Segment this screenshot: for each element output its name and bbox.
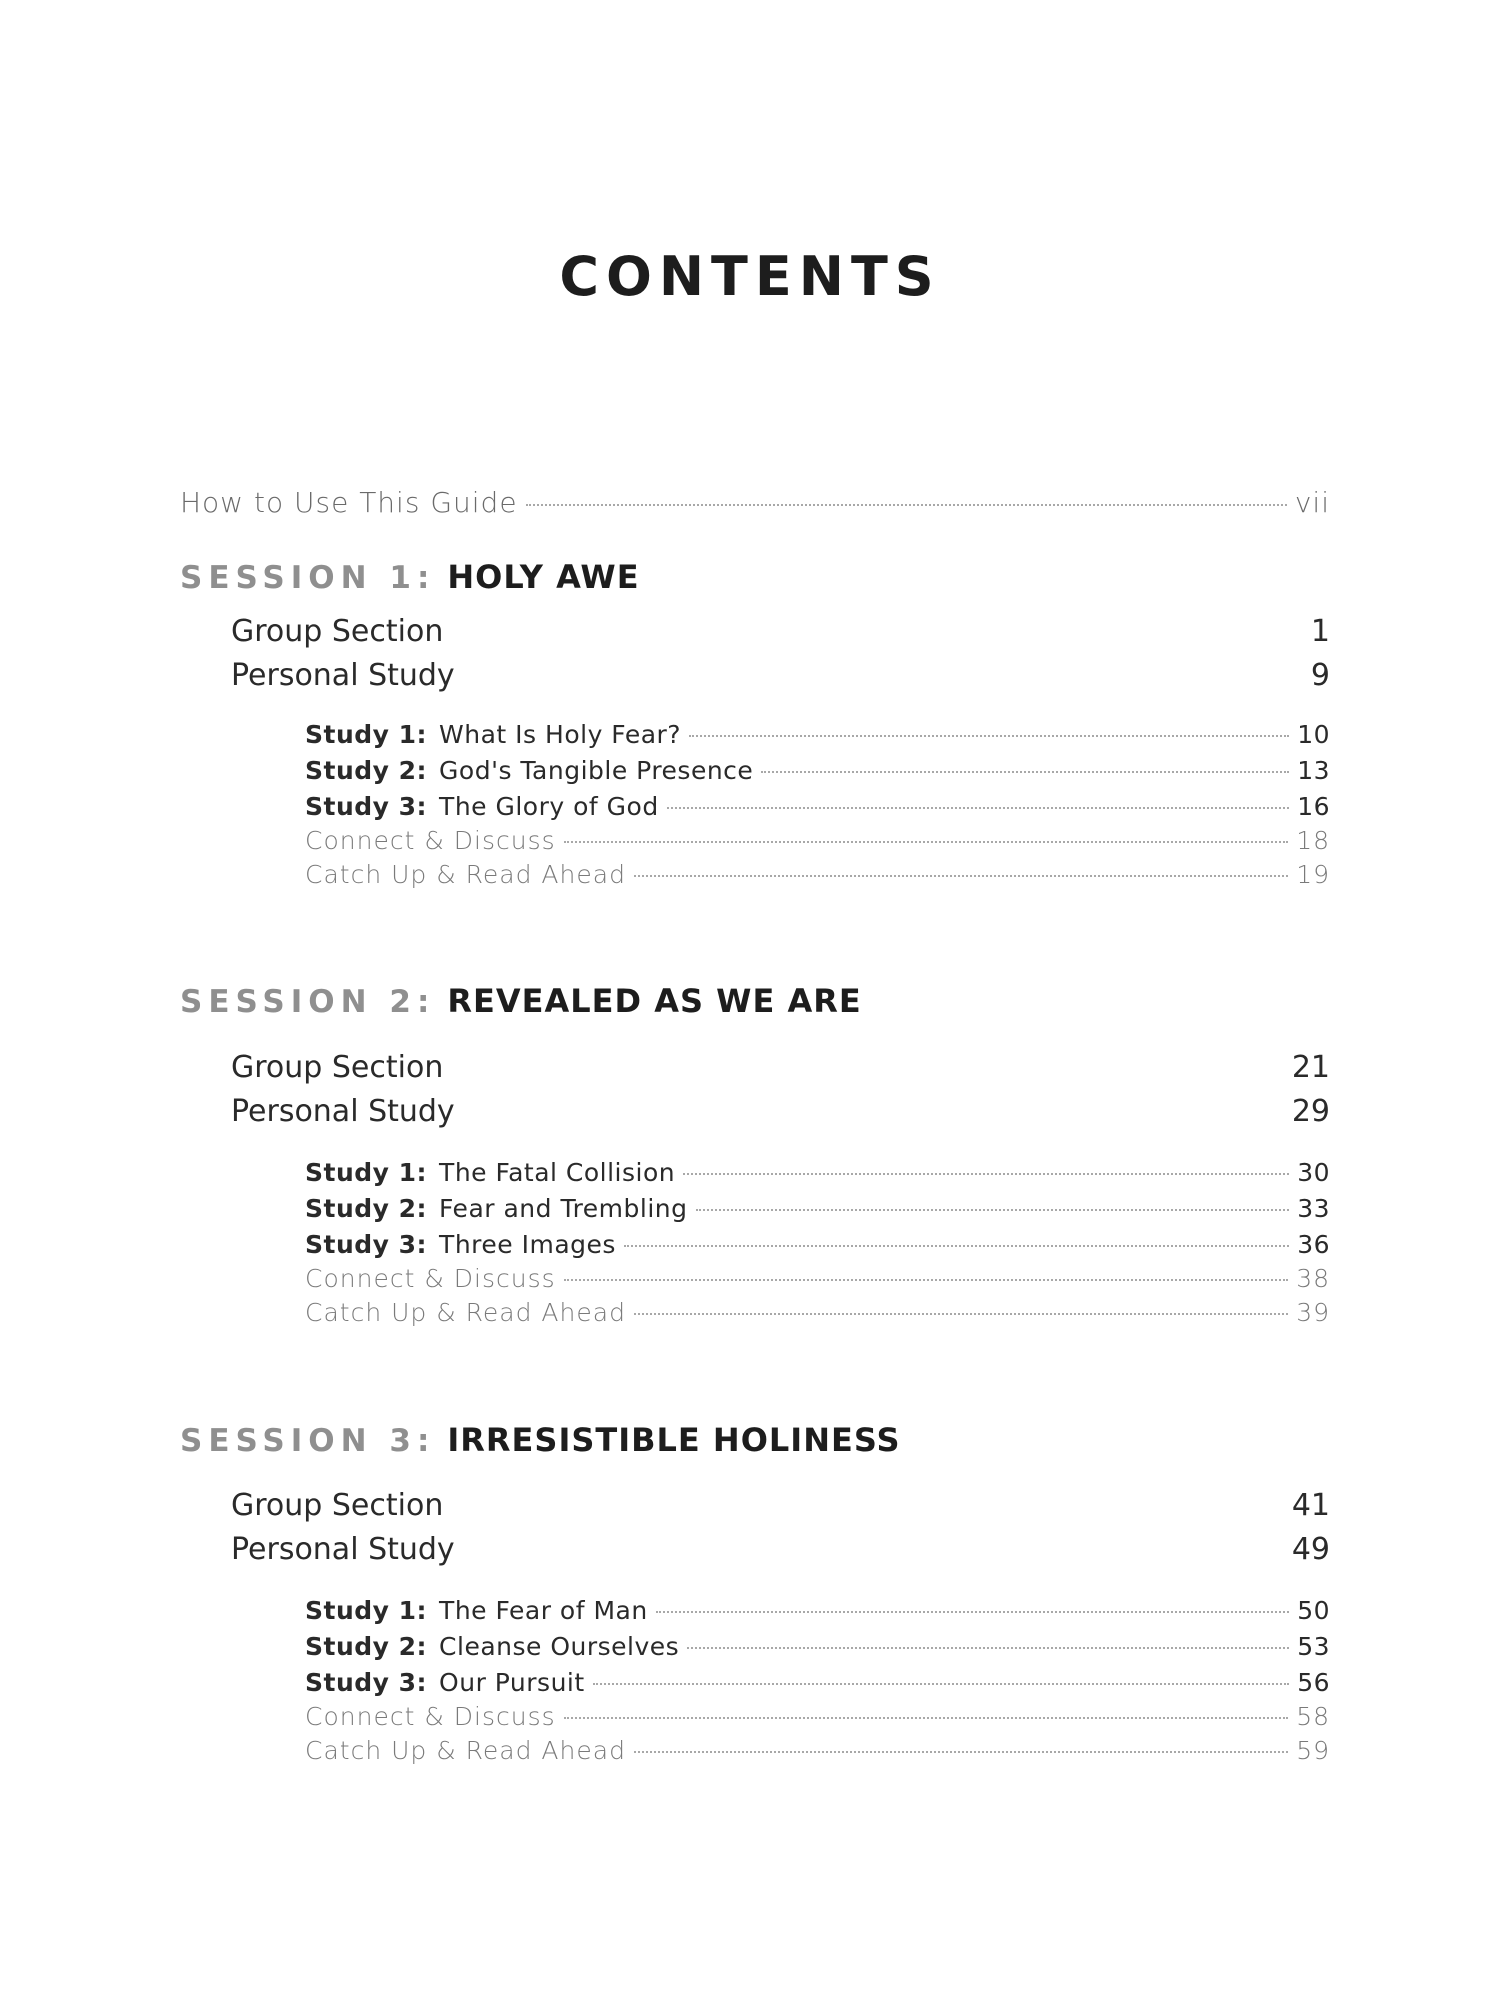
- toc-entry-label: Connect & Discuss: [305, 1264, 556, 1293]
- session-number: SESSION 1:: [180, 560, 436, 596]
- study-label: Study 2:: [305, 1194, 428, 1223]
- study-label: Study 1:: [305, 1158, 428, 1187]
- toc-entry-page: 59: [1296, 1736, 1330, 1765]
- dot-leader: [564, 1717, 1289, 1719]
- toc-entry-page: vii: [1294, 486, 1330, 519]
- study-title: The Fear of Man: [439, 1596, 648, 1625]
- toc-entry-page: 56: [1297, 1668, 1330, 1697]
- dot-leader: [683, 1173, 1289, 1175]
- toc-entry-personal-study[interactable]: [231, 1094, 1330, 1129]
- toc-entry-study[interactable]: [305, 1158, 1330, 1187]
- dot-leader: [667, 807, 1289, 809]
- toc-entry-connect-discuss[interactable]: [305, 1264, 1330, 1293]
- dot-leader: [593, 1683, 1290, 1685]
- session-2-heading: [180, 982, 862, 1020]
- toc-entry-study[interactable]: [305, 1632, 1330, 1661]
- toc-entry-study[interactable]: [305, 1668, 1330, 1697]
- dot-leader: [634, 875, 1288, 877]
- toc-entry-label: Catch Up & Read Ahead: [305, 860, 626, 889]
- toc-entry-group-section[interactable]: [231, 1050, 1330, 1085]
- dot-leader: [634, 1751, 1288, 1753]
- dot-leader: [689, 735, 1289, 737]
- session-title: REVEALED AS WE ARE: [447, 982, 862, 1020]
- toc-entry-study[interactable]: [305, 1230, 1330, 1259]
- toc-entry-page: 13: [1297, 756, 1330, 785]
- toc-entry-label: Connect & Discuss: [305, 826, 556, 855]
- study-title: What Is Holy Fear?: [439, 720, 682, 749]
- session-3-heading: [180, 1421, 901, 1459]
- toc-entry-page: 49: [1291, 1532, 1330, 1567]
- toc-entry-page: 41: [1291, 1488, 1330, 1523]
- study-label: Study 3:: [305, 1668, 428, 1697]
- dot-leader: [564, 841, 1289, 843]
- toc-entry-study[interactable]: [305, 1194, 1330, 1223]
- session-title: IRRESISTIBLE HOLINESS: [447, 1421, 901, 1459]
- study-title: God's Tangible Presence: [439, 756, 754, 785]
- toc-entry-connect-discuss[interactable]: [305, 826, 1330, 855]
- toc-entry-label: Personal Study: [231, 1532, 455, 1567]
- toc-entry-label: Catch Up & Read Ahead: [305, 1736, 626, 1765]
- page-title: CONTENTS: [559, 245, 941, 308]
- toc-entry-label: Personal Study: [231, 658, 455, 693]
- dot-leader: [687, 1647, 1289, 1649]
- study-label: Study 2:: [305, 756, 428, 785]
- toc-entry-page: 21: [1291, 1050, 1330, 1085]
- toc-entry-page: 50: [1297, 1596, 1330, 1625]
- toc-entry-label: Group Section: [231, 1488, 444, 1523]
- toc-entry-study[interactable]: [305, 720, 1330, 749]
- toc-entry-page: 53: [1297, 1632, 1330, 1661]
- toc-entry-group-section[interactable]: [231, 614, 1330, 649]
- dot-leader: [656, 1611, 1289, 1613]
- toc-entry-label: How to Use This Guide: [180, 486, 518, 519]
- toc-entry-page: 29: [1291, 1094, 1330, 1129]
- toc-entry-page: 1: [1310, 614, 1330, 649]
- toc-entry-page: 9: [1310, 658, 1330, 693]
- toc-entry-connect-discuss[interactable]: [305, 1702, 1330, 1731]
- study-label: Study 1:: [305, 1596, 428, 1625]
- toc-entry-page: 36: [1297, 1230, 1330, 1259]
- toc-entry-personal-study[interactable]: [231, 658, 1330, 693]
- session-number: SESSION 2:: [180, 984, 436, 1020]
- toc-entry-label: Group Section: [231, 1050, 444, 1085]
- toc-entry-label: Catch Up & Read Ahead: [305, 1298, 626, 1327]
- study-label: Study 3:: [305, 1230, 428, 1259]
- study-label: Study 1:: [305, 720, 428, 749]
- toc-entry-page: 30: [1297, 1158, 1330, 1187]
- study-label: Study 2:: [305, 1632, 428, 1661]
- toc-entry-page: 19: [1296, 860, 1330, 889]
- toc-entry-catch-up[interactable]: [305, 1736, 1330, 1765]
- dot-leader: [564, 1279, 1289, 1281]
- study-title: The Glory of God: [439, 792, 659, 821]
- toc-entry-study[interactable]: [305, 1596, 1330, 1625]
- study-title: The Fatal Collision: [439, 1158, 676, 1187]
- toc-entry-group-section[interactable]: [231, 1488, 1330, 1523]
- toc-entry-catch-up[interactable]: [305, 860, 1330, 889]
- toc-entry-page: 18: [1296, 826, 1330, 855]
- toc-entry-how-to-use[interactable]: [180, 486, 1330, 519]
- toc-entry-page: 10: [1297, 720, 1330, 749]
- session-title: HOLY AWE: [447, 558, 640, 596]
- study-title: Fear and Trembling: [439, 1194, 688, 1223]
- dot-leader: [624, 1245, 1289, 1247]
- dot-leader: [696, 1209, 1290, 1211]
- dot-leader: [634, 1313, 1288, 1315]
- toc-entry-page: 39: [1296, 1298, 1330, 1327]
- toc-entry-page: 33: [1297, 1194, 1330, 1223]
- toc-entry-label: Group Section: [231, 614, 444, 649]
- toc-entry-page: 58: [1296, 1702, 1330, 1731]
- toc-entry-label: Personal Study: [231, 1094, 455, 1129]
- toc-entry-catch-up[interactable]: [305, 1298, 1330, 1327]
- toc-entry-label: Connect & Discuss: [305, 1702, 556, 1731]
- session-number: SESSION 3:: [180, 1423, 436, 1459]
- toc-entry-study[interactable]: [305, 792, 1330, 821]
- dot-leader: [761, 771, 1289, 773]
- toc-entry-study[interactable]: [305, 756, 1330, 785]
- toc-entry-page: 16: [1297, 792, 1330, 821]
- study-title: Cleanse Ourselves: [439, 1632, 680, 1661]
- session-1-heading: [180, 558, 640, 596]
- toc-entry-page: 38: [1296, 1264, 1330, 1293]
- dot-leader: [526, 504, 1287, 506]
- study-title: Our Pursuit: [439, 1668, 585, 1697]
- study-label: Study 3:: [305, 792, 428, 821]
- study-title: Three Images: [439, 1230, 616, 1259]
- toc-entry-personal-study[interactable]: [231, 1532, 1330, 1567]
